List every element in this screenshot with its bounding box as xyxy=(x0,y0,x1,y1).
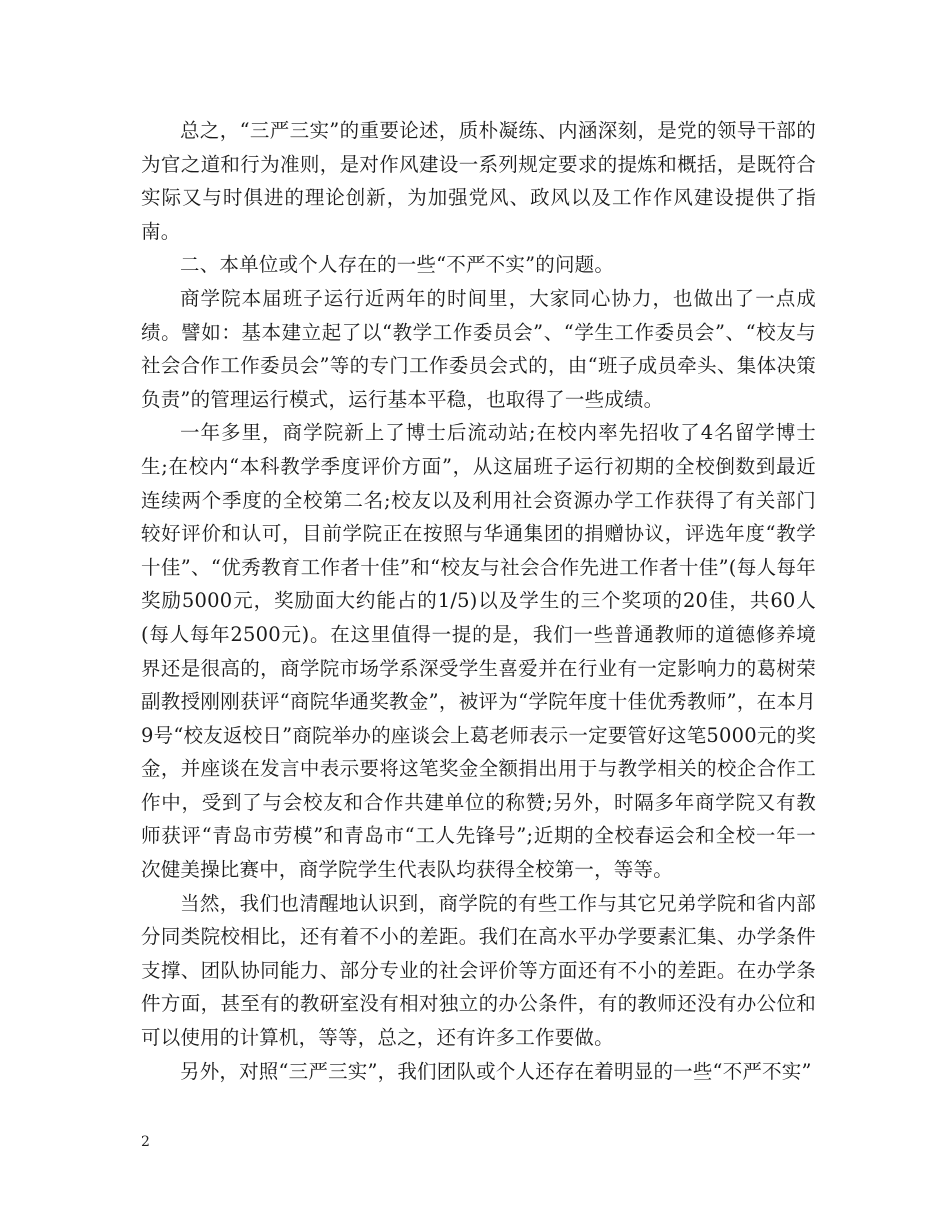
paragraph-summary: 总之，“三严三实”的重要论述，质朴凝练、内涵深刻，是党的领导干部的为官之道和行为准则，是对作风建设一系列规定要求的提炼和概括，是既符合实际又与时俱进的理论创新，为加强党风、政风以及工作作风建设提供了指南。 xyxy=(141,119,816,243)
paragraph-continuation: 另外，对照“三严三实”，我们团队或个人还存在着明显的一些“不严不实” xyxy=(180,1059,812,1083)
document-body xyxy=(141,114,816,1088)
paragraph-gaps: 当然，我们也清醒地认识到，商学院的有些工作与其它兄弟学院和省内部分同类院校相比，还有着不小的差距。我们在高水平办学要素汇集、办学条件支撑、团队协同能力、部分专业的社会评价等方面还有不小的差距。在办学条件方面，甚至有的教研室没有相对独立的办公条件，有的教师还没有办公位和可以使用的计算机，等等，总之，还有许多工作要做。 xyxy=(141,891,816,1050)
section-heading-problems: 二、本单位或个人存在的一些“不严不实”的问题。 xyxy=(180,253,615,277)
paragraph-achievements-detail: 一年多里，商学院新上了博士后流动站;在校内率先招收了4名留学博士生;在校内“本科教学季度评价方面”，从这届班子运行初期的全校倒数到最近连续两个季度的全校第二名;校友以及利用社会资源办学工作获得了有关部门较好评价和认可，目前学院正在按照与华通集团的捐赠协议，评选年度“教学十佳”、“优秀教育工作者十佳”和“校友与社会合作先进工作者十佳”(每人每年奖励5000元，奖励面大约能占的1/5)以及学生的三个奖项的20佳，共60人(每人每年2500元)。在这里值得一提的是，我们一些普通教师的道德修养境界还是很高的，商学院市场学系深受学生喜爱并在行业有一定影响力的葛树荣副教授刚刚获评“商院华通奖教金”，被评为“学院年度十佳优秀教师”，在本月9号“校友返校日”商院举办的座谈会上葛老师表示一定要管好这笔5000元的奖金，并座谈在发言中表示要将这笔奖金全额捐出用于与教学相关的校企合作工作中，受到了与会校友和合作共建单位的称赞;另外，时隔多年商学院又有教师获评“青岛市劳模”和青岛市“工人先锋号”;近期的全校春运会和全校一年一次健美操比赛中，商学院学生代表队均获得全校第一，等等。 xyxy=(141,421,816,882)
paragraph-achievements-overview: 商学院本届班子运行近两年的时间里，大家同心协力，也做出了一点成绩。譬如：基本建立起了以“教学工作委员会”、“学生工作委员会”、“校友与社会合作工作委员会”等的专门工作委员会式的，由“班子成员牵头、集体决策负责”的管理运行模式，运行基本平稳，也取得了一些成绩。 xyxy=(141,286,816,411)
page-number: 2 xyxy=(141,1134,150,1150)
